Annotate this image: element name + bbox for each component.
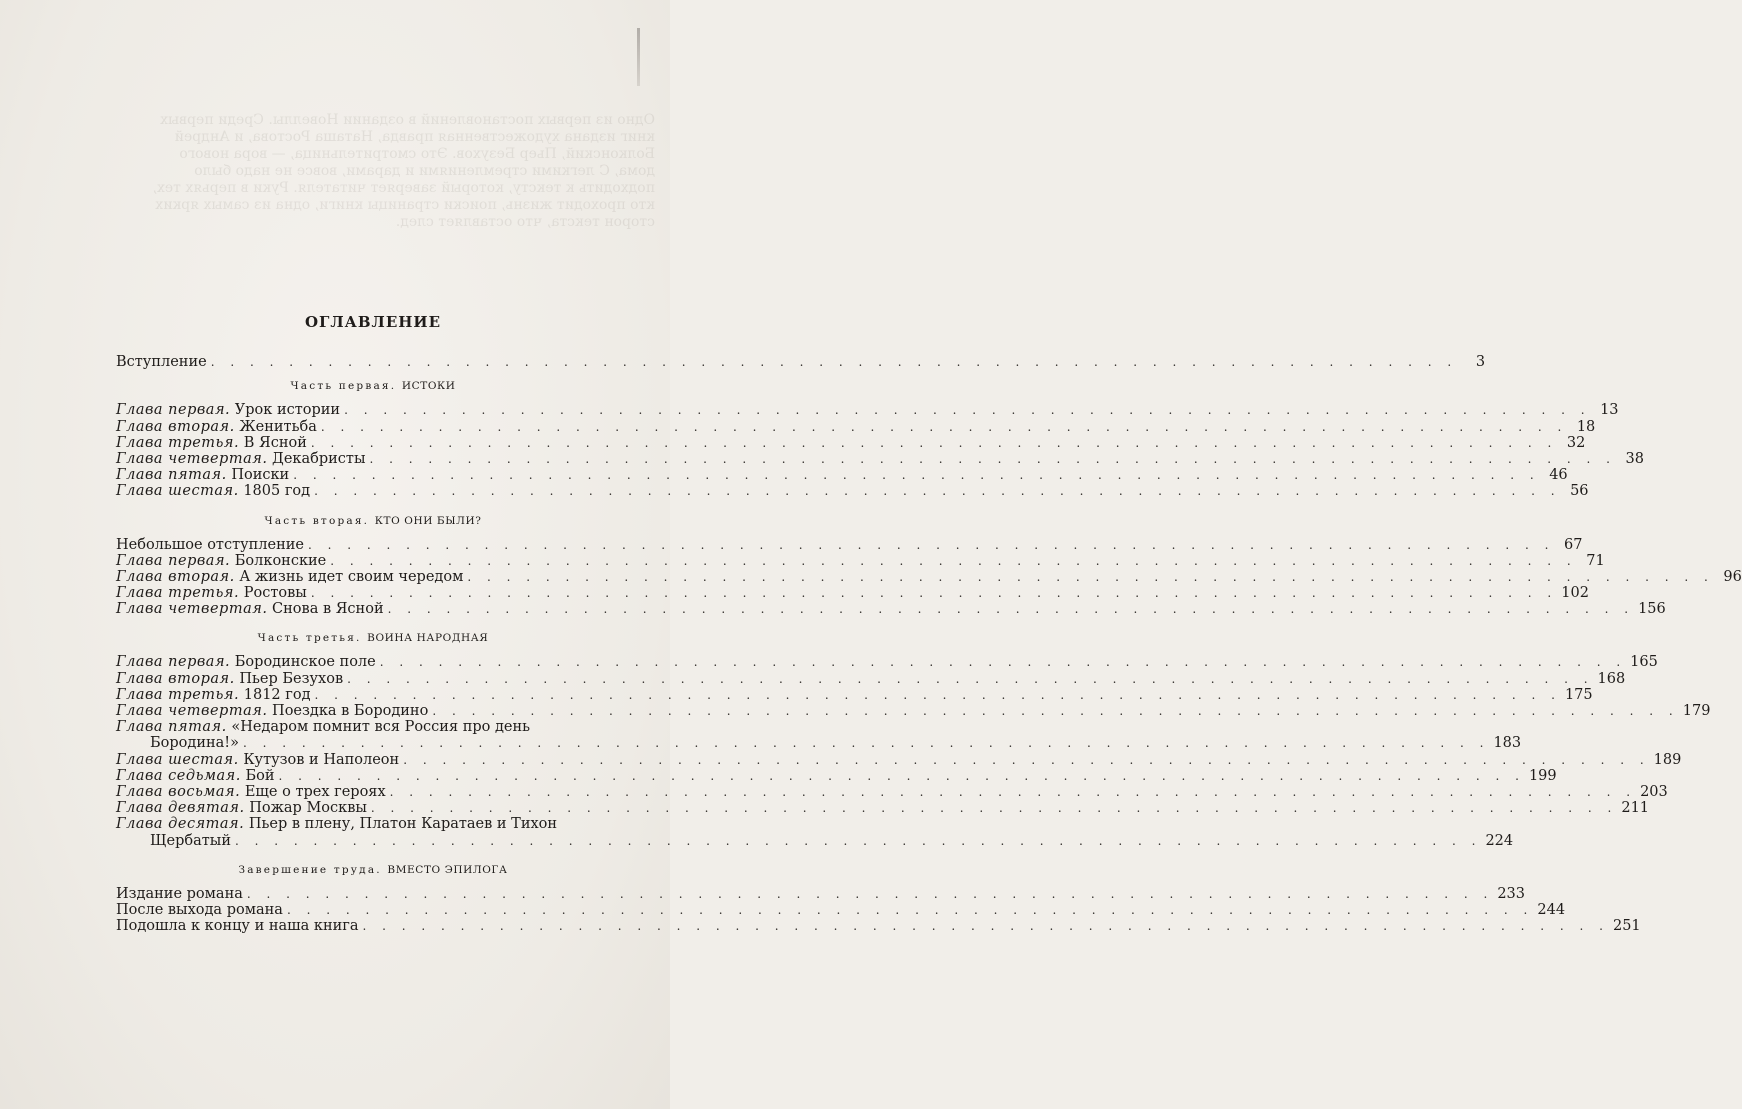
entry-title: Издание романа (116, 885, 243, 902)
chapter-number: Глава третья. (116, 686, 240, 703)
entry-title: Бородинское поле (234, 654, 376, 671)
entry-title: Поиски (231, 467, 290, 484)
toc-entry[interactable] (116, 885, 1526, 902)
chapter-number: Глава пятая. (116, 467, 227, 484)
entry-label (116, 654, 376, 670)
toc-entry[interactable] (116, 767, 1557, 784)
entry-title: Подошла к концу и наша книга (116, 918, 359, 935)
entry-title: 1805 год (243, 483, 311, 500)
leader-dots (467, 569, 1713, 585)
part-heading (116, 864, 630, 876)
entry-label (116, 800, 367, 816)
leader-dots (314, 483, 1560, 499)
entry-label (116, 687, 311, 703)
toc-entry[interactable] (116, 402, 1619, 419)
entry-title: Бой (245, 767, 275, 784)
part-title: КТО ОНИ БЫЛИ? (374, 514, 482, 527)
entry-title: А жизнь идет своим чередом (239, 568, 464, 585)
entry-page: 183 (1493, 735, 1522, 752)
toc-entry[interactable] (116, 434, 1586, 451)
entry-page: 179 (1682, 703, 1711, 720)
toc-entry[interactable] (116, 918, 1641, 935)
entry-page: 156 (1638, 601, 1666, 618)
toc-entry[interactable] (116, 703, 1711, 720)
chapter-number: Глава четвертая. (116, 450, 268, 467)
entry-page: 67 (1563, 536, 1583, 553)
entry-page: 175 (1564, 686, 1593, 703)
entry-label (116, 402, 340, 418)
chapter-number: Глава вторая. (116, 568, 235, 585)
leader-dots (371, 800, 1617, 816)
chapter-number: Глава пятая. (116, 719, 227, 736)
entry-label (116, 703, 428, 719)
chapter-number: Глава четвертая. (116, 703, 268, 720)
leader-dots (247, 886, 1493, 902)
entry-title: Пьер в плену, Платон Каратаев и Тихон (248, 816, 558, 833)
toc-entry[interactable] (116, 670, 1626, 687)
toc-entry[interactable] (116, 751, 1682, 768)
toc-entry[interactable] (116, 654, 1658, 671)
toc-entry[interactable] (116, 800, 1650, 817)
entry-title: После выхода романа (116, 901, 283, 918)
leader-dots (311, 435, 1557, 451)
leader-dots (347, 671, 1593, 687)
entry-page: 71 (1586, 552, 1605, 569)
entry-title: В Ясной (243, 434, 307, 451)
leader-dots (235, 833, 1481, 849)
leader-dots (369, 451, 1615, 467)
chapter-number: Глава шестая. (116, 483, 239, 500)
entry-page: 13 (1600, 402, 1619, 419)
part-title: ВМЕСТО ЭПИЛОГА (387, 863, 508, 876)
entry-title: «Недаром помнит вся Россия про день (231, 719, 531, 736)
entry-label (116, 816, 557, 832)
entry-page: 38 (1625, 450, 1644, 467)
entry-page: 251 (1612, 918, 1641, 935)
part-heading (116, 380, 630, 392)
chapter-number: Глава вторая. (116, 670, 235, 687)
entry-page: 56 (1570, 483, 1589, 500)
leader-dots (311, 585, 1557, 601)
toc-entry-continuation[interactable] (116, 735, 1522, 752)
entry-page: 203 (1640, 783, 1668, 800)
entry-title: Небольшое отступление (116, 536, 304, 553)
toc-entry[interactable] (116, 450, 1644, 467)
entry-title: Декабристы (272, 450, 366, 467)
toc-entry[interactable] (116, 418, 1596, 435)
entry-page: 46 (1549, 467, 1568, 484)
part-prefix: Часть первая. (290, 380, 397, 393)
toc-entry[interactable] (116, 568, 1742, 585)
entry-title: Вступление (116, 354, 207, 371)
part-title: ИСТОКИ (401, 380, 456, 393)
leader-dots (388, 601, 1634, 617)
entry-label (116, 467, 289, 483)
toc-entry[interactable] (116, 783, 1668, 800)
chapter-number: Глава седьмая. (116, 767, 241, 784)
entry-page: 102 (1561, 585, 1589, 602)
entry-label (116, 537, 304, 553)
entry-page: 32 (1566, 434, 1586, 451)
toc-entry[interactable] (116, 536, 1583, 553)
chapter-number: Глава восьмая. (116, 783, 241, 800)
leader-dots (211, 354, 1457, 370)
chapter-number: Глава вторая. (116, 418, 235, 435)
entry-title-continuation: Щербатый (150, 832, 232, 849)
leader-dots (390, 784, 1636, 800)
leader-dots (330, 553, 1576, 569)
leader-dots (380, 654, 1626, 670)
entry-page: 224 (1485, 832, 1514, 849)
entry-title: Ростовы (243, 585, 307, 602)
toc-entry-continuation[interactable] (116, 832, 1514, 849)
entry-title: 1812 год (243, 686, 311, 703)
leader-dots (243, 735, 1489, 751)
entry-label (116, 886, 243, 902)
entry-label (116, 719, 530, 735)
chapter-number: Глава шестая. (116, 751, 239, 768)
part-prefix: Завершение труда. (238, 863, 382, 876)
table-of-contents (116, 313, 1742, 940)
entry-label (116, 601, 384, 617)
entry-label (116, 435, 307, 451)
entry-title: Поездка в Бородино (272, 703, 429, 720)
part-title: ВОИНА НАРОДНАЯ (367, 632, 489, 645)
entry-label (116, 784, 386, 800)
toc-entry[interactable] (116, 686, 1593, 703)
entry-label (116, 553, 326, 569)
entry-page: 244 (1537, 901, 1566, 918)
leader-dots (363, 918, 1609, 934)
entry-title: Женитьба (239, 418, 317, 435)
chapter-number: Глава четвертая. (116, 601, 268, 618)
leader-dots (432, 703, 1678, 719)
entry-page: 211 (1621, 800, 1650, 817)
entry-page: 168 (1597, 670, 1626, 687)
entry-label (116, 483, 310, 499)
entry-page: 18 (1576, 418, 1596, 435)
chapter-number: Глава девятая. (116, 800, 245, 817)
toc-entry[interactable] (116, 483, 1589, 500)
toc-entry[interactable] (116, 467, 1568, 484)
chapter-number: Глава первая. (116, 552, 231, 569)
chapter-number: Глава третья. (116, 585, 240, 602)
entry-page: 189 (1653, 751, 1682, 768)
leader-dots (308, 537, 1554, 553)
toc-entry-intro[interactable] (116, 354, 1486, 371)
entry-title: Снова в Ясной (272, 601, 384, 618)
leader-dots (344, 402, 1590, 418)
toc-parts (116, 380, 1742, 940)
entry-page: 233 (1497, 885, 1526, 902)
chapter-number: Глава первая. (116, 654, 231, 671)
entry-label (116, 752, 399, 768)
entry-label (116, 451, 365, 467)
entry-page: 96 (1723, 568, 1742, 585)
toc-title: ОГЛАВЛЕНИЕ (304, 313, 442, 331)
entry-page: 165 (1630, 654, 1658, 671)
toc-entry[interactable] (116, 901, 1566, 918)
entry-label (116, 902, 283, 918)
chapter-number: Глава третья. (116, 434, 240, 451)
entry-title: Кутузов и Наполеон (243, 751, 400, 768)
leader-dots (279, 768, 1525, 784)
entry-page: 3 (1475, 354, 1486, 371)
leader-dots (321, 419, 1567, 435)
part-spacer (116, 617, 630, 623)
leader-dots (287, 902, 1533, 918)
chapter-number: Глава первая. (116, 402, 231, 419)
entry-label (116, 671, 343, 687)
part-prefix: Часть третья. (257, 632, 362, 645)
toc-entry[interactable] (116, 552, 1605, 569)
entry-label (116, 569, 463, 585)
chapter-number: Глава десятая. (116, 816, 245, 833)
part-heading (116, 515, 630, 527)
entry-title: Пьер Безухов (239, 670, 344, 687)
entry-title: Еще о трех героях (244, 783, 386, 800)
entry-label (116, 419, 317, 435)
bleed-through-texture: Одно из первых постановлений в оздании Новеллы. Среди первых книг издана художественная правда, Наташа Ростова, и Андрей Болконский, Пьер Безухов. Это смотрительница, — вора нового дома, С легкими стремлениями и дарами, вовсе не надо было подходить к тексту, который заверяет читателя. Руки в перьях тех, кто проходит жизнь, поиски страницы книги, одна из самых ярких сторон текста, что оставляет след. (148, 112, 655, 230)
part-prefix: Часть вторая. (264, 514, 370, 527)
entry-page: 199 (1528, 767, 1557, 784)
leader-dots (315, 687, 1561, 703)
entry-label (116, 918, 359, 934)
entry-title: Урок истории (234, 402, 341, 419)
leader-dots (403, 752, 1649, 768)
entry-title: Болконские (234, 552, 327, 569)
entry-label (116, 768, 275, 784)
toc-entry[interactable] (116, 601, 1666, 618)
toc-entry[interactable] (116, 816, 630, 832)
page-edge-mark (637, 28, 640, 86)
entry-label (116, 585, 307, 601)
entry-title-continuation: Бородина!» (150, 735, 239, 752)
part-heading (116, 632, 630, 644)
part-spacer (116, 500, 630, 506)
part-spacer (116, 934, 630, 940)
toc-entry[interactable] (116, 719, 630, 735)
part-spacer (116, 849, 630, 855)
entry-title: Пожар Москвы (249, 800, 367, 817)
leader-dots (293, 467, 1539, 483)
toc-entry[interactable] (116, 585, 1589, 602)
